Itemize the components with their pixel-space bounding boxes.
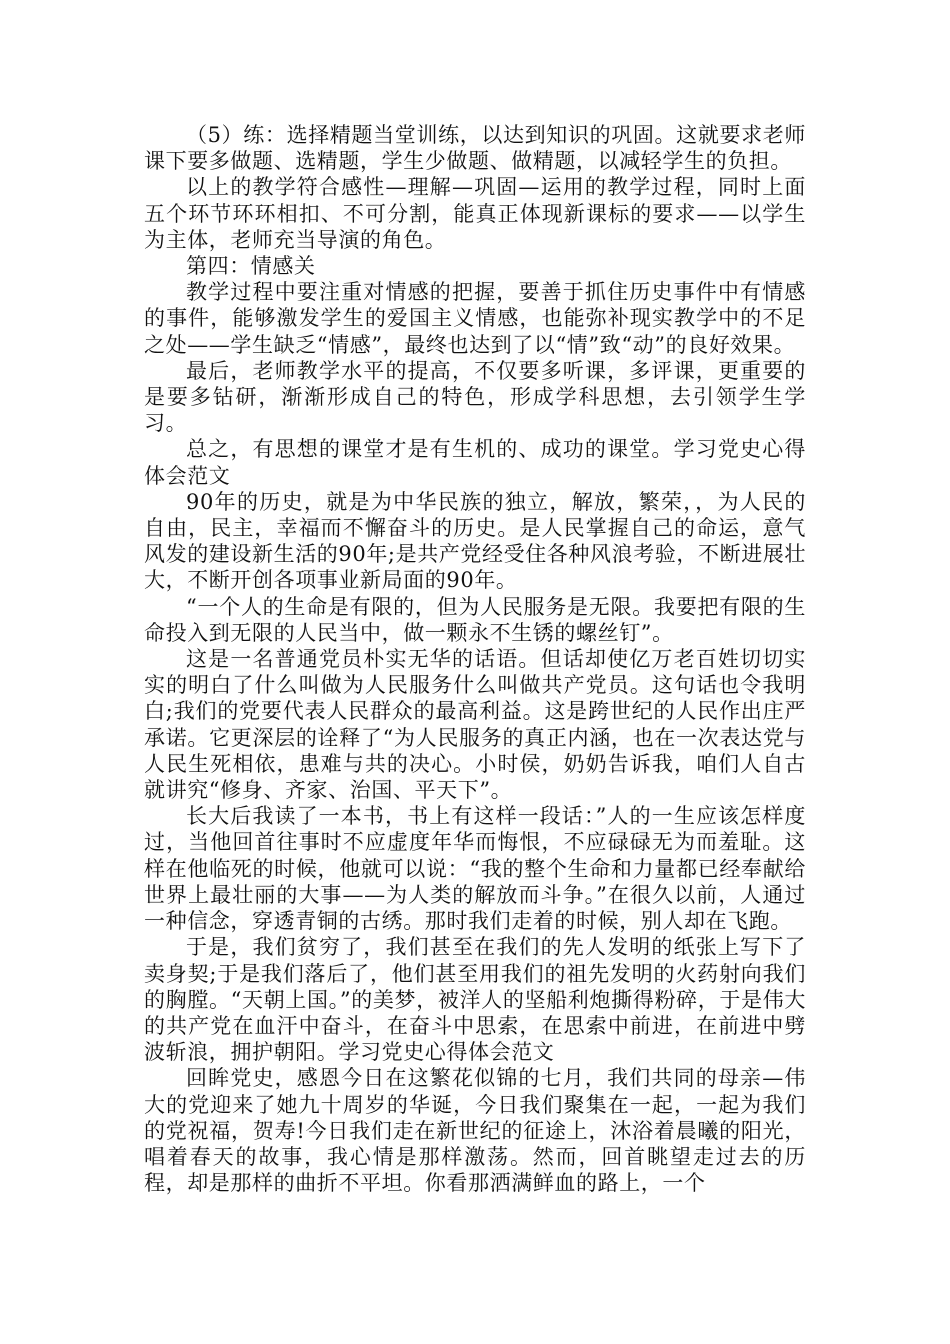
paragraph-emotion: 教学过程中要注重对情感的把握，要善于抓住历史事件中有情感的事件，能够激发学生的爱国主义情感，也能弥补现实教学中的不足之处——学生缺乏“情感”，最终也达到了以“情”致“动”的良好效果。 xyxy=(144,280,806,357)
paragraph-retrospect: 回眸党史，感恩今日在这繁花似锦的七月，我们共同的母亲—伟大的党迎来了她九十周岁的华诞，今日我们聚集在一起，一起为我们的党祝福，贺寿!今日我们走在新世纪的征途上，沐浴着晨曦的阳光，唱着春天的故事，我心情是那样激荡。然而，回首眺望走过去的历程，却是那样的曲折不平坦。你看那洒满鲜血的路上，一个 xyxy=(144,1066,806,1196)
paragraph-quote: “一个人的生命是有限的，但为人民服务是无限。我要把有限的生命投入到无限的人民当中，做一颗永不生锈的螺丝钉”。 xyxy=(144,594,806,645)
paragraph-teaching-process: 以上的教学符合感性—理解—巩固—运用的教学过程，同时上面五个环节环环相扣、不可分割，能真正体现新课标的要求——以学生为主体，老师充当导演的角色。 xyxy=(144,175,806,252)
paragraph-90-years: 90年的历史，就是为中华民族的独立，解放，繁荣，，为人民的自由，民主，幸福而不懈奋斗的历史。是人民掌握自己的命运，意气风发的建设新生活的90年;是共产党经受住各种风浪考验，不断进展壮大，不断开创各项事业新局面的90年。 xyxy=(144,489,806,593)
paragraph-book: 长大后我读了一本书，书上有这样一段话：”人的一生应该怎样度过，当他回首往事时不应虚度年华而悔恨，不应碌碌无为而羞耻。这样在他临死的时候，他就可以说：“我的整个生命和力量都已经奉献给世界上最壮丽的大事——为人类的解放而斗争。”在很久以前，人通过一种信念，穿透青铜的古绣。那时我们走着的时候，别人却在飞跑。 xyxy=(144,804,806,934)
section-heading-emotion: 第四：情感关 xyxy=(186,254,316,279)
paragraph-history: 于是，我们贫穷了，我们甚至在我们的先人发明的纸张上写下了卖身契;于是我们落后了，他们甚至用我们的祖先发明的火药射向我们的胸膛。“天朝上国。”的美梦，被洋人的坚船利炮撕得粉碎，于是伟大的共产党在血汗中奋斗，在奋斗中思索，在思索中前进，在前进中劈波斩浪，拥护朝阳。学习党史心得体会范文 xyxy=(144,935,806,1065)
paragraph-finally: 最后，老师教学水平的提高，不仅要多听课，多评课，更重要的是要多钻研，渐渐形成自己的特色，形成学科思想，去引领学生学习。 xyxy=(144,358,806,436)
paragraph-conclusion: 总之，有思想的课堂才是有生机的、成功的课堂。学习党史心得体会范文 xyxy=(144,437,806,488)
document-body xyxy=(144,122,806,1196)
paragraph-party-member: 这是一名普通党员朴实无华的话语。但话却使亿万老百姓切切实实的明白了什么叫做为人民服务什么叫做共产党员。这句话也令我明白;我们的党要代表人民群众的最高利益。这是跨世纪的人民作出庄严承诺。它更深层的诠释了“为人民服务的真正内涵，也在一次表达党与人民生死相依，患难与共的决心。小时侯，奶奶告诉我，咱们人自古就讲究“修身、齐家、治国、平天下”。 xyxy=(144,647,806,803)
paragraph-practice-step: （5）练：选择精题当堂训练，以达到知识的巩固。这就要求老师课下要多做题、选精题，学生少做题、做精题，以减轻学生的负担。 xyxy=(144,123,806,174)
